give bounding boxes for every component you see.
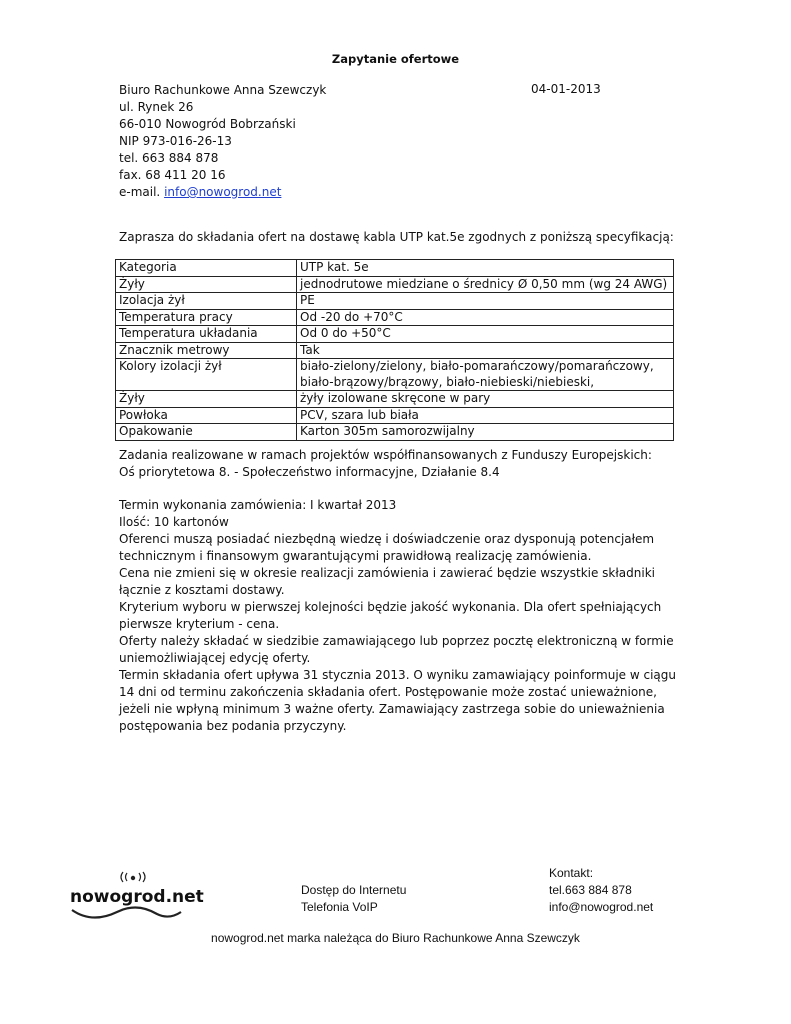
terms-paragraph <box>119 497 679 735</box>
spec-value: Od 0 do +50°C <box>297 326 674 343</box>
spec-key: Kolory izolacji żył <box>116 359 297 391</box>
email-link[interactable]: info@nowogrod.net <box>164 185 282 199</box>
contact-tel: tel.663 884 878 <box>549 883 632 897</box>
sender-city: 66-010 Nowogród Bobrzański <box>119 117 296 131</box>
footer-tagline: nowogrod.net marka należąca do Biuro Rachunkowe Anna Szewczyk <box>211 931 580 945</box>
sender-tel: tel. 663 884 878 <box>119 151 219 165</box>
spec-row <box>116 326 674 343</box>
sender-street: ul. Rynek 26 <box>119 100 194 114</box>
antenna-dot-icon <box>131 876 135 880</box>
spec-key: Znacznik metrowy <box>116 342 297 359</box>
spec-row <box>116 276 674 293</box>
spec-key: Powłoka <box>116 407 297 424</box>
spec-row <box>116 260 674 277</box>
footer-services <box>301 882 406 916</box>
spec-key: Temperatura pracy <box>116 309 297 326</box>
service-internet: Dostęp do Internetu <box>301 883 407 897</box>
contact-label: Kontakt: <box>549 866 594 880</box>
spec-value-line: biało-zielony/zielony, biało-pomarańczowy/pomarańczowy, <box>300 359 654 373</box>
funding-line: Zadania realizowane w ramach projektów współfinansowanych z Funduszy Europejskich: <box>119 448 652 462</box>
terms-line: pierwsze kryterium - cena. <box>119 617 280 631</box>
spec-value: UTP kat. 5e <box>297 260 674 277</box>
spec-row <box>116 293 674 310</box>
contact-email: info@nowogrod.net <box>549 900 654 914</box>
email-prefix: e-mail. <box>119 185 165 199</box>
terms-line: technicznym i finansowym gwarantującymi prawidłową realizację zamówienia. <box>119 549 592 563</box>
spec-key: Kategoria <box>116 260 297 277</box>
terms-line: łącznie z kosztami dostawy. <box>119 583 285 597</box>
spec-table-body <box>116 260 674 441</box>
spec-value: Od -20 do +70°C <box>297 309 674 326</box>
logo-graphic <box>68 870 204 922</box>
sender-name: Biuro Rachunkowe Anna Szewczyk <box>119 83 327 97</box>
sender-address <box>119 82 326 201</box>
funding-paragraph <box>119 447 679 481</box>
terms-line: Oferty należy składać w siedzibie zamawiającego lub poprzez pocztę elektroniczną w formie <box>119 634 674 648</box>
footer-contact <box>549 865 653 916</box>
terms-line: Cena nie zmieni się w okresie realizacji zamówienia i zawierać będzie wszystkie składniki <box>119 566 655 580</box>
spec-row <box>116 407 674 424</box>
spec-key: Żyły <box>116 276 297 293</box>
cable-icon <box>72 907 181 917</box>
terms-line: uniemożliwiającej edycję oferty. <box>119 651 311 665</box>
sender-email-row <box>119 184 326 201</box>
terms-line: Kryterium wyboru w pierwszej kolejności będzie jakość wykonania. Dla ofert spełniających <box>119 600 662 614</box>
sender-nip: NIP 973-016-26-13 <box>119 134 232 148</box>
spec-key: Opakowanie <box>116 424 297 441</box>
spec-row <box>116 359 674 391</box>
terms-line: Termin wykonania zamówienia: I kwartał 2013 <box>119 498 397 512</box>
service-voip: Telefonia VoIP <box>301 900 378 914</box>
terms-line: 14 dni od terminu zakończenia składania ofert. Postępowanie może zostać unieważnione, <box>119 685 657 699</box>
terms-line: postępowania bez podania przyczyny. <box>119 719 347 733</box>
terms-line: jeżeli nie wpłyną minimum 3 ważne oferty. Zamawiający zastrzega sobie do unieważnienia <box>119 702 665 716</box>
spec-key: Izolacja żył <box>116 293 297 310</box>
spec-row <box>116 309 674 326</box>
document-title: Zapytanie ofertowe <box>331 52 460 66</box>
spec-value: jednodrutowe miedziane o średnicy Ø 0,50 mm (wg 24 AWG) <box>297 276 674 293</box>
spec-key: Temperatura układania <box>116 326 297 343</box>
spec-value: PCV, szara lub biała <box>297 407 674 424</box>
spec-row <box>116 342 674 359</box>
sender-fax: fax. 68 411 20 16 <box>119 168 226 182</box>
nowogrod-logo <box>68 870 204 922</box>
spec-value <box>297 359 674 391</box>
spec-table <box>115 259 674 441</box>
intro-text: Zaprasza do składania ofert na dostawę kabla UTP kat.5e zgodnych z poniższą specyfikacją: <box>119 230 674 244</box>
spec-row <box>116 424 674 441</box>
spec-value-line: biało-brązowy/brązowy, biało-niebieski/niebieski, <box>300 374 595 389</box>
spec-value: żyły izolowane skręcone w pary <box>297 391 674 408</box>
spec-value: PE <box>297 293 674 310</box>
terms-line: Termin składania ofert upływa 31 stycznia 2013. O wyniku zamawiający poinformuje w ciągu <box>119 668 676 682</box>
spec-value: Tak <box>297 342 674 359</box>
logo-wordmark: nowogrod.net <box>70 887 204 907</box>
spec-value: Karton 305m samorozwijalny <box>297 424 674 441</box>
terms-line: Ilość: 10 kartonów <box>119 515 229 529</box>
spec-key: Żyły <box>116 391 297 408</box>
funding-line: Oś priorytetowa 8. - Społeczeństwo informacyjne, Działanie 8.4 <box>119 465 500 479</box>
terms-line: Oferenci muszą posiadać niezbędną wiedzę i doświadczenie oraz dysponują potencjałem <box>119 532 655 546</box>
document-date: 04-01-2013 <box>531 82 601 96</box>
spec-row <box>116 391 674 408</box>
